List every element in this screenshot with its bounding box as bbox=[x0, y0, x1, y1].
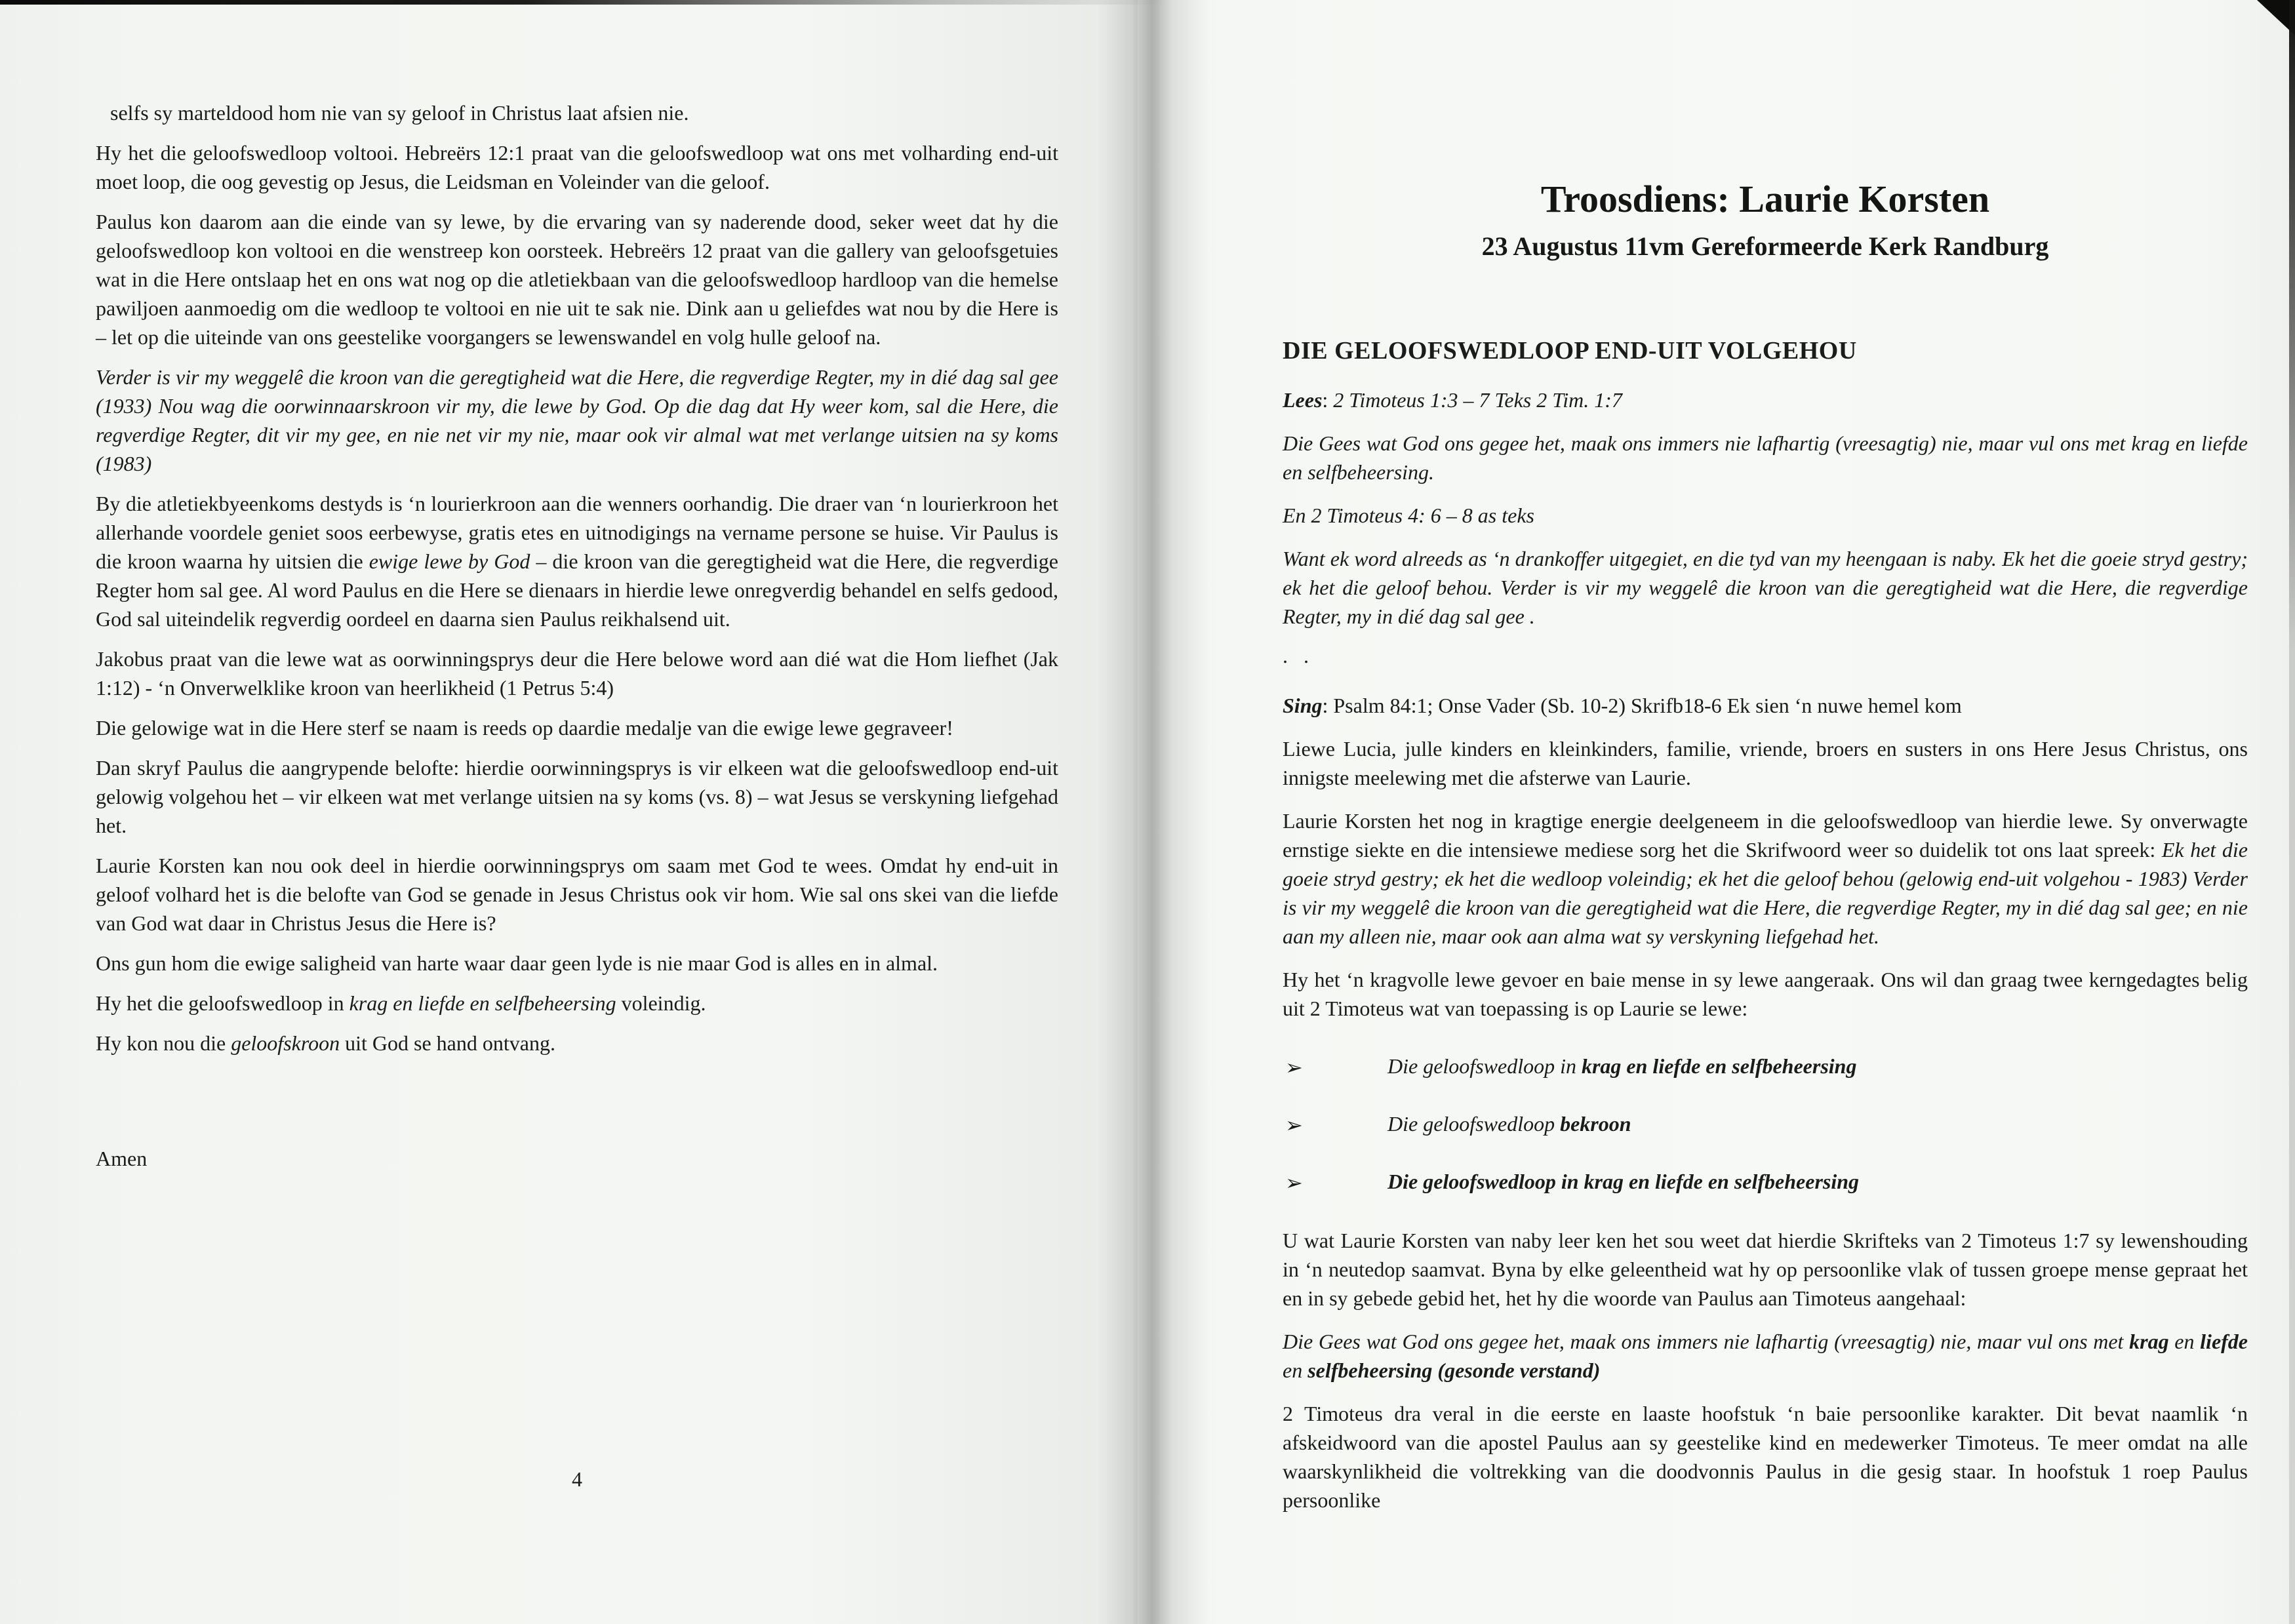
scripture-quote: Die Gees wat God ons gegee het, maak ons immers nie lafhartig (vreesagtig) nie, maar vul ons met krag en liefde en selfbeheersing (gesonde verstand) bbox=[1283, 1330, 2248, 1382]
paragraph: Paulus kon daarom aan die einde van sy lewe, by die ervaring van sy naderende dood, seker weet dat hy die geloofswedloop kon voltooi en die wenstreep kon oorsteek. Hebreërs 12 praat van die gallery van geloofsgetuies wat in die Here ontslaap het en ons wat nog op die atletiekbaan van die geloofswedloop hardloop van die hemelse pawiljoen aanmoedig om die wedloop te voltooi en nie uit te sak nie. Dink aan u geliefdes wat nou by die Here is – let op die uiteinde van ons geestelike voorgangers se lewenswandel en volg hulle geloof na. bbox=[96, 210, 1058, 349]
paragraph: Laurie Korsten kan nou ook deel in hierdie oorwinningsprys om saam met God te wees. Omdat hy end-uit in geloof volhard het is die belofte van God se genade in Jesus Christus ook vir hom. Wie sal ons skei van die liefde van God wat daar in Christus Jesus die Here is? bbox=[96, 854, 1058, 935]
paragraph: Liewe Lucia, julle kinders en kleinkinders, familie, vriende, broers en susters in ons Here Jesus Christus, ons innigste meelewing met die afsterwe van Laurie. bbox=[1283, 737, 2248, 789]
page-number: 4 bbox=[572, 1467, 582, 1491]
section-heading: DIE GELOOFSWEDLOOP END-UIT VOLGEHOU bbox=[1283, 337, 1857, 365]
scan-artifact-top-edge bbox=[0, 0, 1167, 5]
right-page-text-column bbox=[1283, 178, 2248, 1515]
paragraph: Hy kon nou die geloofskroon uit God se hand ontvang. bbox=[96, 1031, 555, 1055]
paragraph: Hy het die geloofswedloop voltooi. Hebreërs 12:1 praat van die geloofswedloop wat ons met volharding end-uit moet loop, die oog gevestig op Jesus, die Leidsman en Voleinder van die geloof. bbox=[96, 141, 1058, 193]
bullet-arrow-icon: ➢ bbox=[1285, 1056, 1303, 1079]
paragraph: Jakobus praat van die lewe wat as oorwinningsprys deur die Here belowe word aan dié wat die Hom liefhet (Jak 1:12) - ‘n Onverwelklike kroon van heerlikheid (1 Petrus 5:4) bbox=[96, 647, 1058, 700]
paragraph: Hy het die geloofswedloop in krag en liefde en selfbeheersing voleindig. bbox=[96, 991, 706, 1015]
paragraph: En 2 Timoteus 4: 6 – 8 as teks bbox=[1283, 504, 1534, 527]
amen-line: Amen bbox=[96, 1147, 148, 1170]
dots-line: . . bbox=[1283, 644, 1314, 667]
paragraph: Die gelowige wat in die Here sterf se naam is reeds op daardie medalje van die ewige lewe gegraveer! bbox=[96, 716, 953, 740]
scripture-quote: Verder is vir my weggelê die kroon van die geregtigheid wat die Here, die regverdige Regter, my in dié dag sal gee (1933) Nou wag die oorwinnaarskroon vir my, die lewe by God. Op die dag dat Hy weer kom, sal die Here, die regverdige Regter, dit vir my gee, en nie net vir my nie, maar ook vir almal wat met verlange uitsien na sy koms (1983) bbox=[96, 365, 1058, 475]
lees-line: Lees: 2 Timoteus 1:3 – 7 Teks 2 Tim. 1:7 bbox=[1283, 388, 1622, 412]
paragraph: Dan skryf Paulus die aangrypende belofte: hierdie oorwinningsprys is vir elkeen wat die geloofswedloop end-uit gelowig volgehou het – vir elkeen wat met verlange uitsien na sy koms (vs. 8) – wat Jesus se verskyning liefgehad het. bbox=[96, 756, 1058, 837]
page-subtitle: 23 Augustus 11vm Gereformeerde Kerk Randburg bbox=[1481, 231, 2049, 261]
paragraph: By die atletiekbyeenkoms destyds is ‘n lourierkroon aan die wenners oorhandig. Die draer van ‘n lourierkroon het allerhande voordele geniet soos eerbewyse, gratis etes en uitnodigings na vername persone se huise. Vir Paulus is die kroon waarna hy uitsien die ewige lewe by God – die kroon van die geregtigheid wat die Here, die regverdige Regter hom sal gee. Al word Paulus en die Here se dienaars in hierdie lewe onregverdig behandel en selfs gedood, God sal uiteindelik regverdig oordeel en daarna sien Paulus reikhalsend uit. bbox=[96, 492, 1059, 631]
list-item bbox=[1283, 1167, 2248, 1196]
bullet-arrow-icon: ➢ bbox=[1285, 1171, 1303, 1195]
list-item-text: Die geloofswedloop in krag en liefde en selfbeheersing bbox=[1387, 1170, 1860, 1193]
scripture-quote: Die Gees wat God ons gegee het, maak ons immers nie lafhartig (vreesagtig) nie, maar vul ons met krag en liefde en selfbeheersing. bbox=[1283, 431, 2248, 484]
sing-line: Sing: Psalm 84:1; Onse Vader (Sb. 10-2) Skrifb18-6 Ek sien ‘n nuwe hemel kom bbox=[1283, 694, 1962, 717]
list-item-text: Die geloofswedloop in krag en liefde en selfbeheersing bbox=[1387, 1054, 1857, 1078]
scan-artifact-right-edge bbox=[2289, 0, 2295, 1624]
list-item bbox=[1283, 1109, 2248, 1138]
bullet-arrow-icon: ➢ bbox=[1285, 1113, 1303, 1137]
list-item bbox=[1283, 1052, 2248, 1080]
page-title: Troosdiens: Laurie Korsten bbox=[1540, 178, 1990, 220]
list-item-text: Die geloofswedloop bekroon bbox=[1387, 1112, 1631, 1136]
paragraph: 2 Timoteus dra veral in die eerste en laaste hoofstuk ‘n baie persoonlike karakter. Dit bevat naamlik ‘n afskeidwoord van die apostel Paulus aan sy geestelike kind en medewerker Timoteus. Te meer omdat na alle waarskynlikheid die voltrekking van die doodvonnis Paulus in die gesig staar. In hoofstuk 1 roep Paulus persoonlike bbox=[1283, 1402, 2248, 1512]
paragraph: Hy het ‘n kragvolle lewe gevoer en baie mense in sy lewe aangeraak. Ons wil dan graag twee kerngedagtes belig uit 2 Timoteus wat van toepassing is op Laurie se lewe: bbox=[1283, 968, 2248, 1020]
paragraph: selfs sy marteldood hom nie van sy geloof in Christus laat afsien nie. bbox=[110, 101, 689, 125]
scripture-quote: Want ek word alreeds as ‘n drankoffer uitgegiet, en die tyd van my heengaan is naby. Ek het die goeie stryd gestry; ek het die geloof behou. Verder is vir my weggelê die kroon van die geregtigheid wat die Here, die regverdige Regter, my in dié dag sal gee . bbox=[1283, 547, 2248, 628]
paragraph: U wat Laurie Korsten van naby leer ken het sou weet dat hierdie Skrifteks van 2 Timoteus 1:7 sy lewenshouding in ‘n neutedop saamvat. Byna by elke geleentheid wat hy op persoonlike vlak of tussen groepe mense gepraat het en in sy gebede gebid het, het hy die woorde van Paulus aan Timoteus aangehaal: bbox=[1283, 1229, 2248, 1310]
paragraph: Ons gun hom die ewige saligheid van harte waar daar geen lyde is nie maar God is alles en in almal. bbox=[96, 951, 938, 975]
left-page-text-column bbox=[96, 98, 1058, 1184]
paragraph: Laurie Korsten het nog in kragtige energie deelgeneem in die geloofswedloop van hierdie lewe. Sy onverwagte ernstige siekte en die intensiewe mediese sorg het die Skrifwoord weer so duidelik tot ons laat spreek: Ek het die goeie stryd gestry; ek het die wedloop voleindig; ek het die geloof behou (gelowig end-uit volgehou - 1983) Verder is vir my weggelê die kroon van die geregtigheid wat die Here, die regverdige Regter, my in dié dag sal gee; en nie aan my alleen nie, maar ook aan alma wat sy verskyning liefgehad het. bbox=[1283, 809, 2248, 948]
